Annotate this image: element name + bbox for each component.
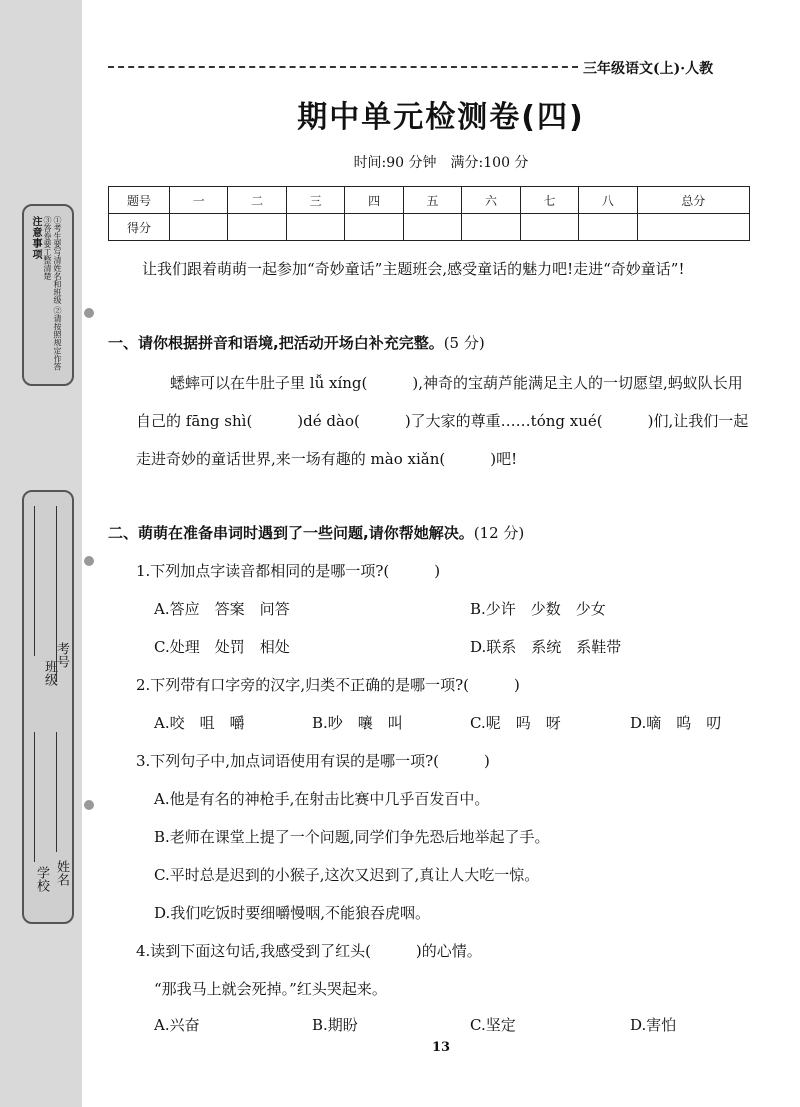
table-cell: 总分 — [637, 187, 749, 214]
q2-option-b[interactable]: B.吵 嚷 叫 — [312, 714, 403, 732]
intro-paragraph: 让我们跟着萌萌一起参加“奇妙童话”主题班会,感受童话的魅力吧!走进“奇妙童话”! — [142, 260, 685, 278]
q4-option-b[interactable]: B.期盼 — [312, 1016, 358, 1034]
table-cell: 四 — [345, 187, 403, 214]
q3-option-c[interactable]: C.平时总是迟到的小猴子,这次又迟到了,真让人大吃一惊。 — [154, 866, 540, 884]
cut-mark — [84, 308, 94, 318]
q3-option-b[interactable]: B.老师在课堂上提了一个问题,同学们争先恐后地举起了手。 — [154, 828, 550, 846]
name-blank-line — [56, 732, 57, 852]
notes-text: ①考生要写清姓名和班级 ②请按照规定作答 ③答卷要工整清楚 — [43, 216, 62, 371]
table-cell: 得分 — [109, 214, 170, 241]
header-dashed-rule — [108, 66, 578, 68]
table-cell: 二 — [228, 187, 286, 214]
q2-stem: 2.下列带有口字旁的汉字,归类不正确的是哪一项?( ) — [136, 676, 520, 694]
name-label: 姓名 — [54, 860, 69, 886]
q1-option-b[interactable]: B.少许 少数 少女 — [470, 600, 606, 618]
table-cell: 七 — [520, 187, 578, 214]
section1-heading-text: 一、请你根据拼音和语境,把活动开场白补充完整。 — [108, 334, 444, 352]
student-info-box — [22, 490, 74, 924]
score-blank[interactable] — [579, 214, 637, 241]
notes-box — [22, 204, 74, 386]
school-label: 学校 — [34, 866, 49, 892]
score-table — [108, 186, 750, 241]
table-cell: 一 — [170, 187, 228, 214]
cut-mark — [84, 800, 94, 810]
score-blank[interactable] — [345, 214, 403, 241]
section2-heading — [108, 522, 524, 543]
class-label: 班级 — [42, 660, 57, 686]
score-blank[interactable] — [520, 214, 578, 241]
q3-option-d[interactable]: D.我们吃饭时要细嚼慢咽,不能狼吞虎咽。 — [154, 904, 431, 922]
q4-option-d[interactable]: D.害怕 — [630, 1016, 677, 1034]
page-title: 期中单元检测卷(四) — [297, 100, 585, 135]
table-cell: 三 — [286, 187, 344, 214]
section1-paragraph: 蟋蟀可以在牛肚子里 lǚ xíng( ),神奇的宝葫芦能满足主人的一切愿望,蚂蚁队长用自己的 fāng shì( )dé dào( )了大家的尊重……tóng xué( )们,让我们一起走进奇妙的童话世界,来一场有趣的 mào xiǎn( )吧! — [136, 374, 749, 468]
time-info: 时间:90 分钟 满分:100 分 — [353, 155, 529, 171]
table-cell: 六 — [462, 187, 520, 214]
table-cell: 五 — [403, 187, 461, 214]
q1-option-d[interactable]: D.联系 系统 系鞋带 — [470, 638, 622, 656]
cut-mark — [84, 556, 94, 566]
score-blank[interactable] — [170, 214, 228, 241]
q1-stem: 1.下列加点字读音都相同的是哪一项?( ) — [136, 562, 441, 580]
section2-points: (12 分) — [473, 524, 525, 542]
section1-heading — [108, 332, 485, 353]
table-row — [109, 214, 750, 241]
score-blank[interactable] — [637, 214, 749, 241]
score-blank[interactable] — [462, 214, 520, 241]
q2-option-c[interactable]: C.呢 吗 呀 — [470, 714, 561, 732]
school-blank-line — [34, 732, 35, 862]
notes-title: 注意事项 — [30, 216, 41, 260]
score-blank[interactable] — [228, 214, 286, 241]
table-row — [109, 187, 750, 214]
q2-option-a[interactable]: A.咬 咀 嚼 — [154, 714, 245, 732]
q1-option-c[interactable]: C.处理 处罚 相处 — [154, 638, 290, 656]
q3-option-a[interactable]: A.他是有名的神枪手,在射击比赛中几乎百发百中。 — [154, 790, 490, 808]
score-blank[interactable] — [286, 214, 344, 241]
q3-stem: 3.下列句子中,加点词语使用有误的是哪一项?( ) — [136, 752, 490, 770]
table-cell: 八 — [579, 187, 637, 214]
section2-heading-text: 二、萌萌在准备串词时遇到了一些问题,请你帮她解决。 — [108, 524, 474, 542]
score-blank[interactable] — [403, 214, 461, 241]
q4-stem: 4.读到下面这句话,我感受到了红头( )的心情。 — [136, 942, 482, 960]
section1-points: (5 分) — [443, 334, 485, 352]
class-blank-line — [34, 506, 35, 656]
series-label: 三年级语文(上)·人教 — [583, 61, 714, 77]
q4-option-c[interactable]: C.坚定 — [470, 1016, 516, 1034]
q4-quote: “那我马上就会死掉。”红头哭起来。 — [154, 980, 387, 998]
q4-option-a[interactable]: A.兴奋 — [154, 1016, 200, 1034]
page-number: 13 — [431, 1040, 451, 1055]
exam-no-label: 考号 — [54, 642, 69, 668]
q2-option-d[interactable]: D.嘀 呜 叨 — [630, 714, 722, 732]
table-cell: 题号 — [109, 187, 170, 214]
q1-option-a[interactable]: A.答应 答案 问答 — [154, 600, 290, 618]
